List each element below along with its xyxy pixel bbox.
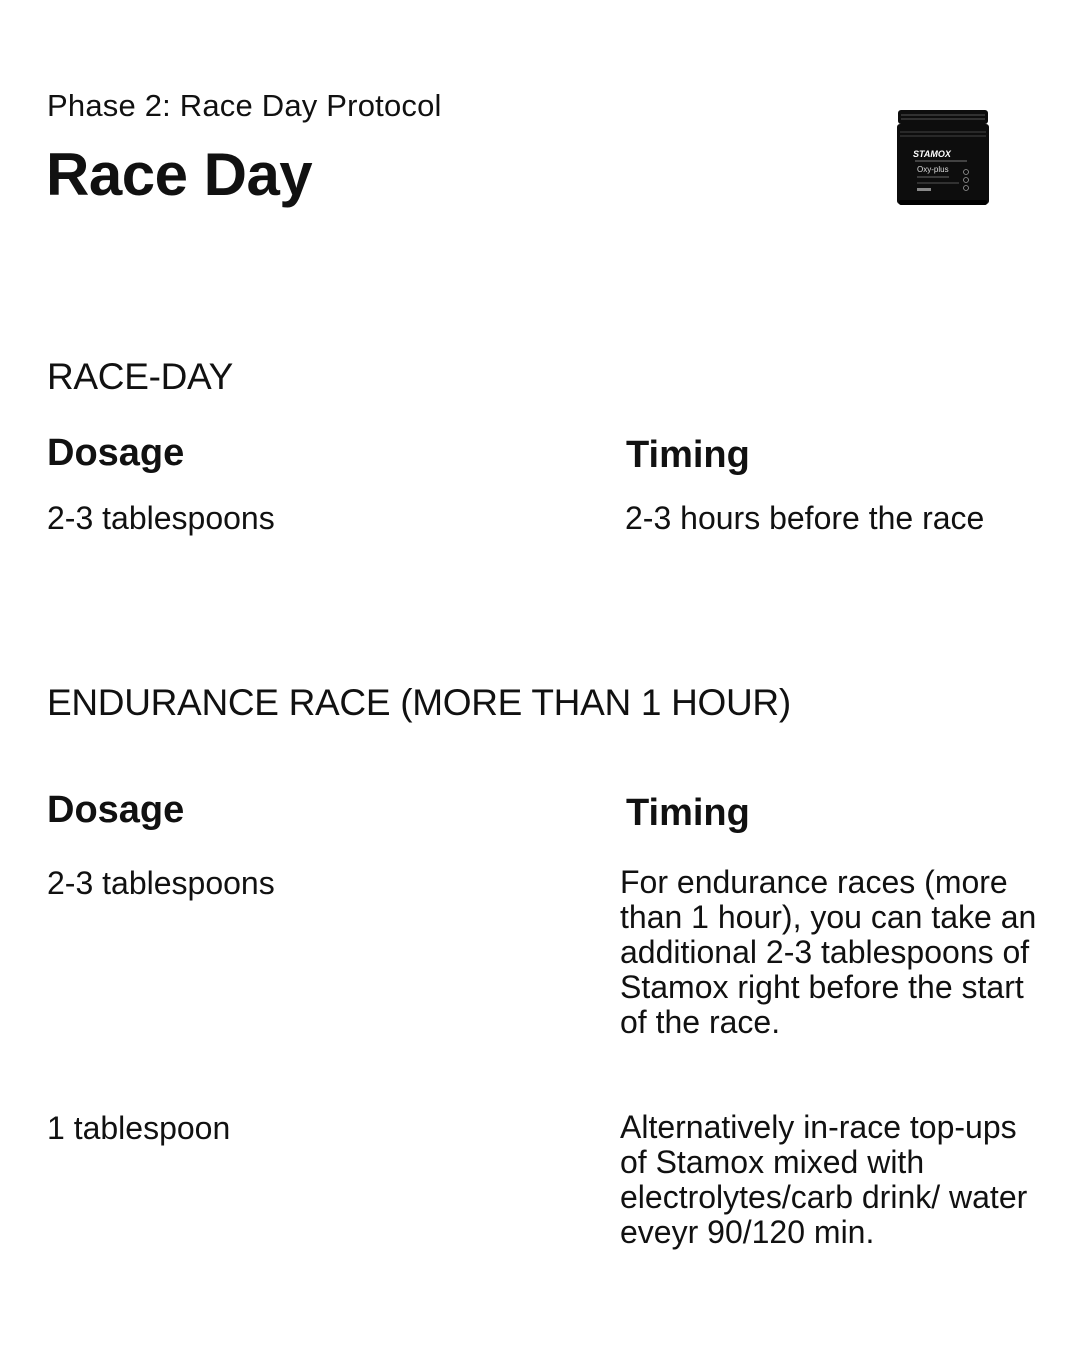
product-jar-image bbox=[897, 110, 989, 206]
protocol-subtitle: Phase 2: Race Day Protocol bbox=[47, 88, 442, 123]
product-name: Oxy-plus bbox=[917, 165, 949, 174]
endurance-timing-header: Timing bbox=[626, 792, 750, 834]
race-day-dosage-header: Dosage bbox=[47, 432, 185, 474]
product-brand: STAMOX bbox=[913, 149, 951, 159]
endurance-row-2-dosage: 1 tablespoon bbox=[47, 1110, 231, 1146]
endurance-section-title: ENDURANCE RACE (MORE THAN 1 HOUR) bbox=[47, 682, 791, 723]
race-day-dosage-value: 2-3 tablespoons bbox=[47, 500, 275, 536]
endurance-row-1-timing: For endurance races (more than 1 hour), you can take an additional 2-3 tablespoons of Stamox right before the start of the race. bbox=[620, 864, 1037, 1040]
race-day-timing-header: Timing bbox=[626, 434, 750, 476]
page-title: Race Day bbox=[46, 141, 313, 208]
product-jar-icon bbox=[897, 110, 989, 206]
race-day-section-title: RACE-DAY bbox=[47, 356, 234, 397]
race-day-timing-value: 2-3 hours before the race bbox=[625, 500, 985, 536]
endurance-dosage-header: Dosage bbox=[47, 789, 185, 831]
endurance-row-2-timing: Alternatively in-race top-ups of Stamox mixed with electrolytes/carb drink/ water eveyr 90/120 min. bbox=[620, 1109, 1028, 1250]
endurance-row-1-dosage: 2-3 tablespoons bbox=[47, 865, 275, 901]
